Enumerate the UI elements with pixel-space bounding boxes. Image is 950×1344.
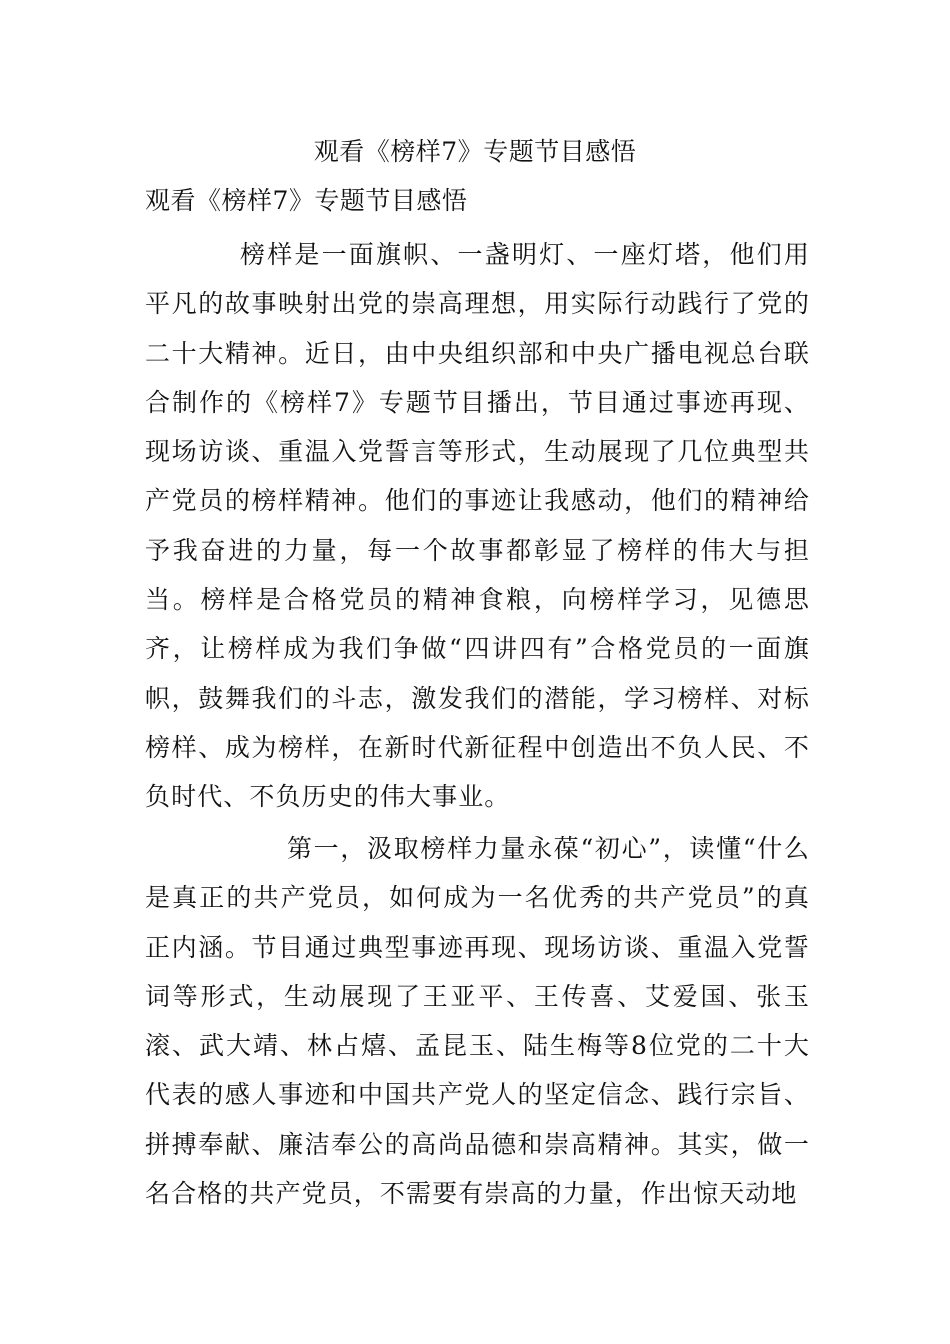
document-title: 观看《榜样7》专题节目感悟 (313, 137, 637, 166)
paragraph-2: 第一，汲取榜样力量永葆“初心”，读懂“什么是真正的共产党员，如何成为一名优秀的共产党员”的真正内涵。节目通过典型事迹再现、现场访谈、重温入党誓词等形式，生动展现了王亚平、王传喜、艾爱国、张玉滚、武大靖、林占熺、孟昆玉、陆生梅等8位党的二十大代表的感人事迹和中国共产党人的坚定信念、践行宗旨、拼搏奉献、廉洁奉公的高尚品德和崇高精神。其实，做一名合格的共产党员，不需要有崇高的力量，作出惊天动地 (145, 834, 810, 1209)
document-subtitle: 观看《榜样7》专题节目感悟 (145, 186, 468, 215)
paragraph-1: 榜样是一面旗帜、一盏明灯、一座灯塔，他们用平凡的故事映射出党的崇高理想，用实际行动践行了党的二十大精神。近日，由中央组织部和中央广播电视总台联合制作的《榜样7》专题节目播出，节目通过事迹再现、现场访谈、重温入党誓言等形式，生动展现了几位典型共产党员的榜样精神。他们的事迹让我感动，他们的精神给予我奋进的力量，每一个故事都彰显了榜样的伟大与担当。榜样是合格党员的精神食粮，向榜样学习，见德思齐，让榜样成为我们争做“四讲四有”合格党员的一面旗帜，鼓舞我们的斗志，激发我们的潜能，学习榜样、对标榜样、成为榜样，在新时代新征程中创造出不负人民、不负时代、不负历史的伟大事业。 (145, 240, 810, 812)
